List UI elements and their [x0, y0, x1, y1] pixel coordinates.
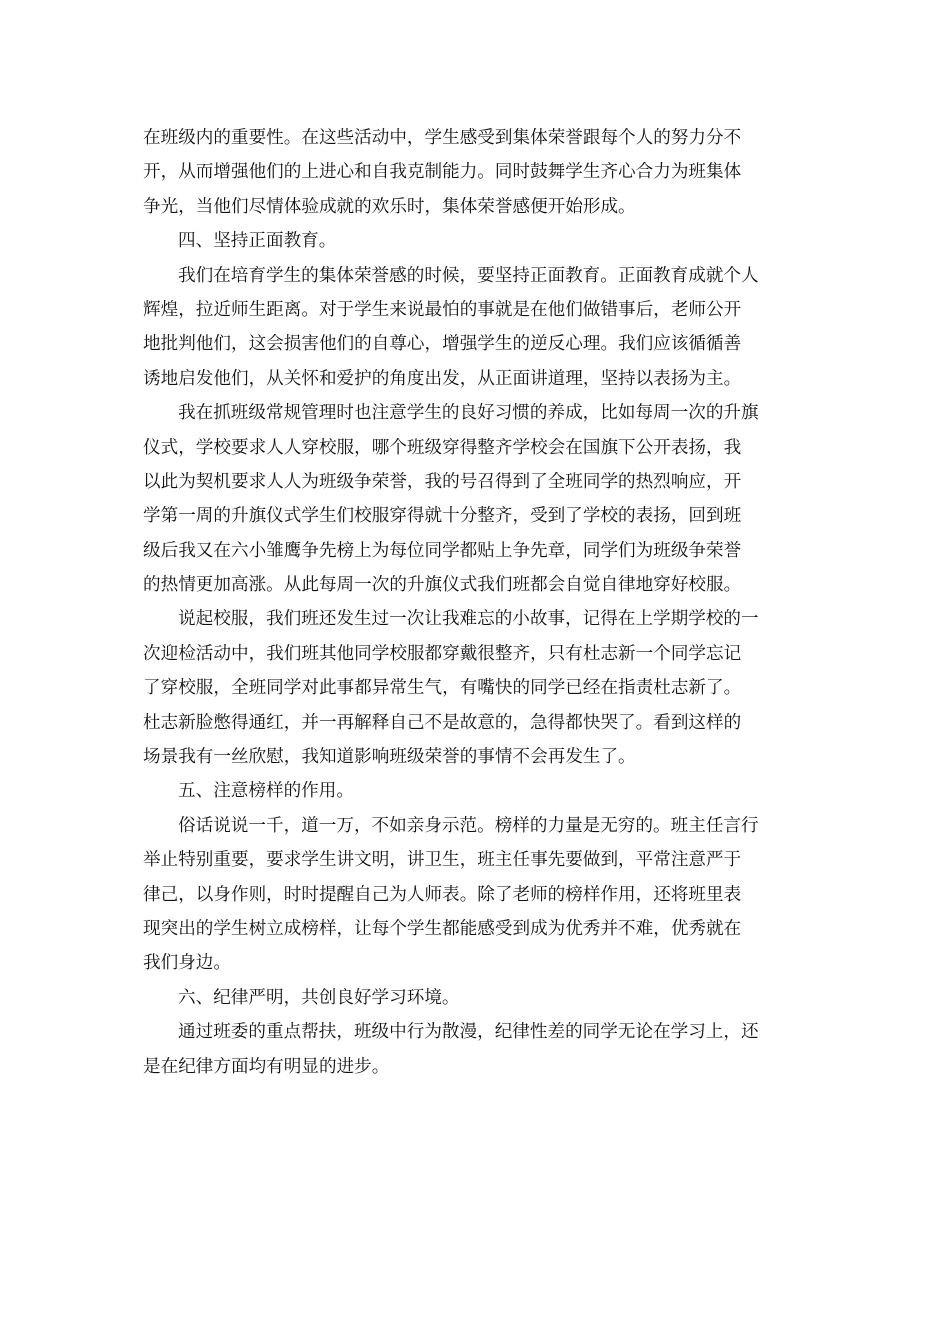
text-line: 律己，以身作则，时时提醒自己为人师表。除了老师的榜样作用，还将班里表: [143, 884, 742, 905]
text-line: 场景我有一丝欣慰，我知道影响班级荣誉的事情不会再发生了。: [143, 747, 636, 768]
text-line: 学第一周的升旗仪式学生们校服穿得就十分整齐，受到了学校的表扬，回到班: [143, 506, 742, 527]
text-line: 次迎检活动中，我们班其他同学校服都穿戴很整齐，只有杜志新一个同学忘记: [143, 643, 742, 664]
paragraph-uniform-story: [143, 602, 809, 774]
document-body: [143, 121, 809, 1084]
text-line: 级后我又在六小雏鹰争先榜上为每位同学都贴上争先章，同学们为班级争荣誉: [143, 540, 742, 561]
text-line: 在班级内的重要性。在这些活动中，学生感受到集体荣誉跟每个人的努力分不: [143, 128, 742, 148]
text-line: 争光，当他们尽情体验成就的欢乐时，集体荣誉感便开始形成。: [143, 196, 636, 217]
section-heading-5: [143, 774, 809, 808]
paragraph-flag-ceremony: [143, 396, 809, 602]
text-line: 了穿校服，全班同学对此事都异常生气，有嘴快的同学已经在指责杜志新了。: [143, 678, 742, 699]
text-line: 举止特别重要，要求学生讲文明，讲卫生，班主任事先要做到，平常注意严于: [143, 850, 742, 871]
text-line: 我在抓班级常规管理时也注意学生的良好习惯的养成，比如每周一次的升旗: [178, 403, 759, 424]
text-line: 说起校服，我们班还发生过一次让我难忘的小故事，记得在上学期学校的一: [178, 609, 759, 630]
text-line: 是在纪律方面均有明显的进步。: [143, 1056, 390, 1077]
text-line: 现突出的学生树立成榜样，让每个学生都能感受到成为优秀并不难，优秀就在: [143, 918, 742, 939]
paragraph-discipline: [143, 1015, 809, 1084]
section-heading-4: [143, 224, 809, 258]
heading-line: 五、注意榜样的作用。: [178, 781, 354, 802]
section-heading-6: [143, 981, 809, 1015]
text-line: 的热情更加高涨。从此每周一次的升旗仪式我们班都会自觉自律地穿好校服。: [143, 575, 742, 596]
text-line: 通过班委的重点帮扶，班级中行为散漫，纪律性差的同学无论在学习上，还: [178, 1022, 759, 1043]
text-line: 地批判他们，这会损害他们的自尊心，增强学生的逆反心理。我们应该循循善: [143, 334, 742, 355]
text-line: 仪式，学校要求人人穿校服，哪个班级穿得整齐学校会在国旗下公开表扬，我: [143, 437, 742, 458]
text-line: 开，从而增强他们的上进心和自我克制能力。同时鼓舞学生齐心合力为班集体: [143, 162, 742, 183]
text-line: 诱地启发他们，从关怀和爱护的角度出发，从正面讲道理，坚持以表扬为主。: [143, 368, 742, 389]
text-line: 辉煌，拉近师生距离。对于学生来说最怕的事就是在他们做错事后，老师公开: [143, 299, 742, 320]
heading-line: 六、纪律严明，共创良好学习环境。: [178, 987, 460, 1008]
paragraph-positive-education: [143, 259, 809, 397]
text-line: 俗话说说一千，道一万，不如亲身示范。榜样的力量是无穷的。班主任言行: [178, 815, 759, 836]
text-line: 我们身边。: [143, 953, 231, 974]
paragraph-continuation: [143, 121, 809, 224]
text-line: 杜志新脸憋得通红，并一再解释自己不是故意的，急得都快哭了。看到这样的: [143, 712, 742, 733]
heading-line: 四、坚持正面教育。: [178, 231, 337, 252]
text-line: 我们在培育学生的集体荣誉感的时候，要坚持正面教育。正面教育成就个人: [178, 265, 759, 286]
text-line: 以此为契机要求人人为班级争荣誉，我的号召得到了全班同学的热烈响应，开: [143, 471, 742, 492]
paragraph-role-model: [143, 809, 809, 981]
